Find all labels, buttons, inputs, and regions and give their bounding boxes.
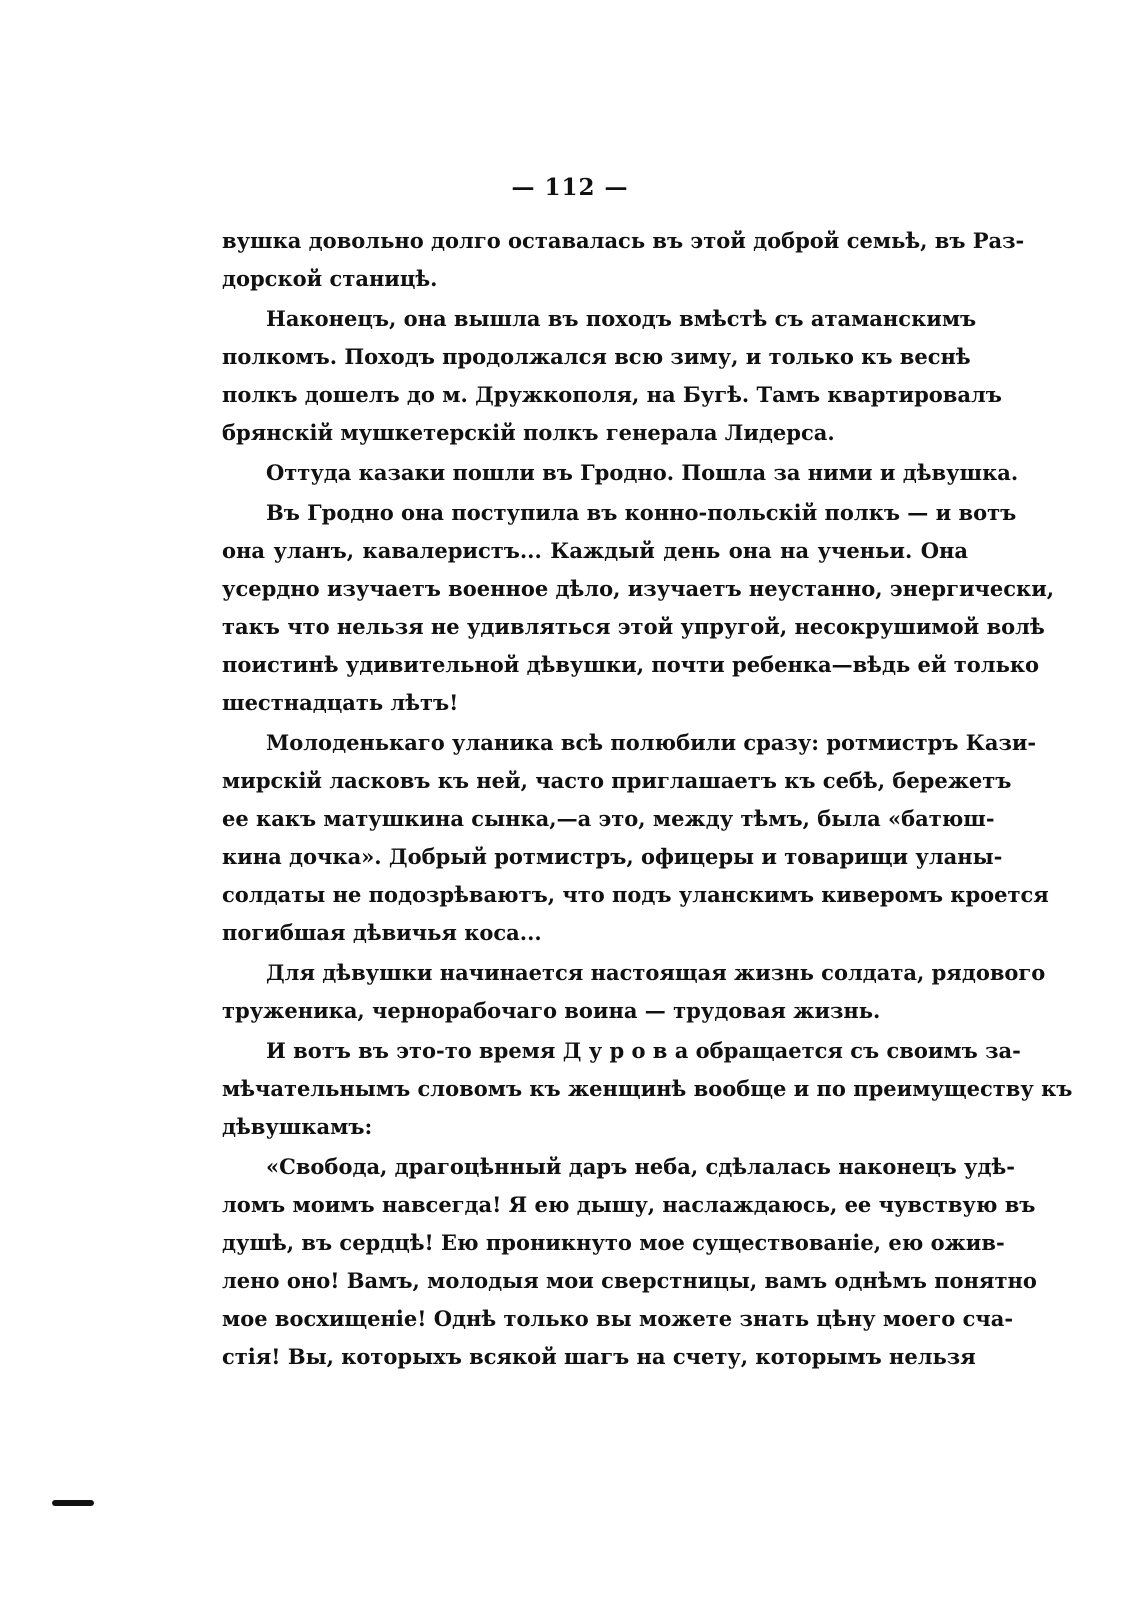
text-line: лено оно! Вамъ, молодыя мои сверстницы, вамъ однѣмъ понятно (222, 1268, 1037, 1293)
text-line: погибшая дѣвичья коса... (222, 920, 542, 945)
text-line: вушка довольно долго оставалась въ этой доброй семьѣ, въ Раз- (222, 228, 1025, 253)
text-line: полкъ дошелъ до м. Дружкополя, на Бугѣ. Тамъ квартировалъ (222, 382, 1002, 407)
text-line: «Свобода, драгоцѣнный даръ неба, сдѣлалась наконецъ удѣ- (266, 1154, 1015, 1179)
text-line: ее какъ матушкина сынка,—а это, между тѣмъ, была «батюш- (222, 806, 995, 831)
scan-edge-mark (52, 1500, 94, 1506)
body-text (222, 222, 1073, 1376)
text-line: поистинѣ удивительной дѣвушки, почти ребенка—вѣдь ей только (222, 652, 1040, 677)
paragraph (222, 300, 1002, 452)
text-line: она уланъ, кавалеристъ... Каждый день она на ученьи. Она (222, 538, 968, 563)
paragraph (222, 1032, 1073, 1146)
text-line: И вотъ въ это-то время Д у р о в а обращается съ своимъ за- (266, 1038, 1021, 1063)
paragraph (222, 222, 1025, 298)
text-line: душѣ, въ сердцѣ! Ею проникнуто мое существованіе, ею ожив- (222, 1230, 1005, 1255)
text-line: стія! Вы, которыхъ всякой шагъ на счету, которымъ нельзя (222, 1344, 976, 1369)
text-line: полкомъ. Походъ продолжался всю зиму, и только къ веснѣ (222, 344, 971, 369)
paragraph (222, 494, 1055, 722)
text-line: солдаты не подозрѣваютъ, что подъ уланскимъ киверомъ кроется (222, 882, 1049, 907)
text-line: брянскій мушкетерскій полкъ генерала Лидерса. (222, 420, 835, 445)
text-line: ломъ моимъ навсегда! Я ею дышу, наслаждаюсь, ее чувствую въ (222, 1192, 1036, 1217)
text-line: шестнадцать лѣтъ! (222, 690, 459, 715)
text-line: мирскій ласковъ къ ней, часто приглашаетъ къ себѣ, бережетъ (222, 768, 1012, 793)
paragraph (222, 724, 1049, 952)
text-line: усердно изучаетъ военное дѣло, изучаетъ неустанно, энергически, (222, 576, 1055, 601)
paragraph (222, 454, 1019, 492)
text-line: труженика, чернорабочаго воина — трудовая жизнь. (222, 998, 881, 1023)
text-line: Для дѣвушки начинается настоящая жизнь солдата, рядового (266, 960, 1046, 985)
text-line: такъ что нельзя не удивляться этой упругой, несокрушимой волѣ (222, 614, 1045, 639)
text-line: кина дочка». Добрый ротмистръ, офицеры и товарищи уланы- (222, 844, 1003, 869)
page-number: — 112 — (511, 174, 629, 201)
text-line: дорской станицѣ. (222, 266, 438, 291)
text-line: мѣчательнымъ словомъ къ женщинѣ вообще и по преимуществу къ (222, 1076, 1073, 1101)
text-line: дѣвушкамъ: (222, 1114, 373, 1139)
paragraph (222, 1148, 1037, 1376)
paragraph (222, 954, 1046, 1030)
text-line: Въ Гродно она поступила въ конно-польскій полкъ — и вотъ (266, 500, 1017, 525)
text-line: Наконецъ, она вышла въ походъ вмѣстѣ съ атаманскимъ (266, 306, 977, 331)
text-line: мое восхищеніе! Однѣ только вы можете знать цѣну моего сча- (222, 1306, 1014, 1331)
text-line: Молоденькаго уланика всѣ полюбили сразу: ротмистръ Кази- (266, 730, 1037, 755)
text-line: Оттуда казаки пошли въ Гродно. Пошла за ними и дѣвушка. (266, 460, 1019, 485)
